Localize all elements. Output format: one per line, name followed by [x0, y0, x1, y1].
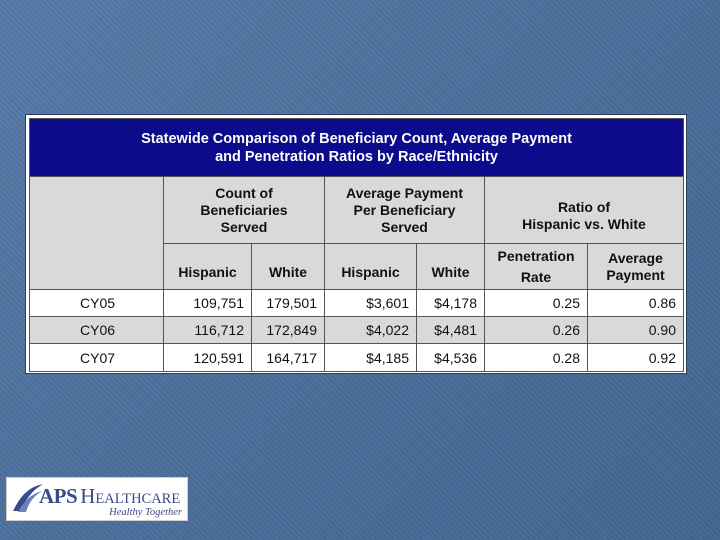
table-title-line-1: Statewide Comparison of Beneficiary Count, Average Payment	[141, 130, 572, 147]
row-label-header	[30, 177, 164, 290]
count-hispanic-header: Hispanic	[164, 244, 252, 290]
avg-payment-ratio-cell: 0.92	[588, 344, 684, 372]
avg-payment-ratio-header-line: Average	[608, 249, 663, 266]
avg-payment-group-header	[325, 177, 485, 244]
count-header-line: Beneficiaries	[200, 201, 288, 218]
count-white-cell: 179,501	[252, 290, 325, 317]
aps-healthcare-logo	[6, 477, 188, 521]
count-hispanic-cell: 120,591	[164, 344, 252, 372]
avg-payment-ratio-cell: 0.86	[588, 290, 684, 317]
comparison-table-frame	[25, 114, 687, 374]
pay-hispanic-cell: $4,185	[325, 344, 417, 372]
penetration-cell: 0.28	[485, 344, 588, 372]
ratio-header-line: Hispanic vs. White	[522, 216, 646, 232]
row-label: CY07	[30, 344, 164, 372]
table-title-line-2: and Penetration Ratios by Race/Ethnicity	[215, 148, 498, 165]
pay-white-cell: $4,178	[417, 290, 485, 317]
count-header-line: Served	[220, 218, 268, 235]
penetration-header-line: Penetration	[497, 247, 575, 264]
table-title	[30, 119, 684, 177]
count-white-cell: 164,717	[252, 344, 325, 372]
logo-word-rest: EALTHCARE	[95, 491, 181, 507]
logo-wordmark	[39, 486, 180, 507]
pay-hispanic-header: Hispanic	[325, 244, 417, 290]
table-row	[30, 317, 684, 344]
penetration-cell: 0.26	[485, 317, 588, 344]
pay-hispanic-cell: $4,022	[325, 317, 417, 344]
avg-payment-ratio-header-line: Payment	[606, 266, 665, 283]
row-label: CY06	[30, 317, 164, 344]
count-header-line: Count of	[215, 184, 273, 201]
count-white-header: White	[252, 244, 325, 290]
count-hispanic-cell: 116,712	[164, 317, 252, 344]
logo-tagline: Healthy Together	[109, 507, 182, 518]
penetration-cell: 0.25	[485, 290, 588, 317]
count-hispanic-cell: 109,751	[164, 290, 252, 317]
pay-white-cell: $4,481	[417, 317, 485, 344]
ratio-group-header	[485, 177, 684, 244]
ratio-header-line: Ratio of	[557, 199, 611, 215]
penetration-header-line: Rate	[520, 268, 552, 285]
pay-white-cell: $4,536	[417, 344, 485, 372]
table-row	[30, 344, 684, 372]
avg-payment-header-line: Served	[381, 218, 428, 235]
comparison-table	[29, 118, 684, 372]
table-row	[30, 290, 684, 317]
avg-payment-header-line: Per Beneficiary	[353, 201, 456, 218]
logo-brand: APS	[39, 484, 78, 508]
avg-payment-ratio-header	[588, 244, 684, 290]
pay-white-header: White	[417, 244, 485, 290]
penetration-rate-header	[485, 244, 588, 290]
avg-payment-ratio-cell: 0.90	[588, 317, 684, 344]
row-label: CY05	[30, 290, 164, 317]
count-white-cell: 172,849	[252, 317, 325, 344]
logo-word-initial: H	[80, 484, 96, 508]
pay-hispanic-cell: $3,601	[325, 290, 417, 317]
count-group-header	[164, 177, 325, 244]
avg-payment-header-line: Average Payment	[346, 184, 463, 201]
